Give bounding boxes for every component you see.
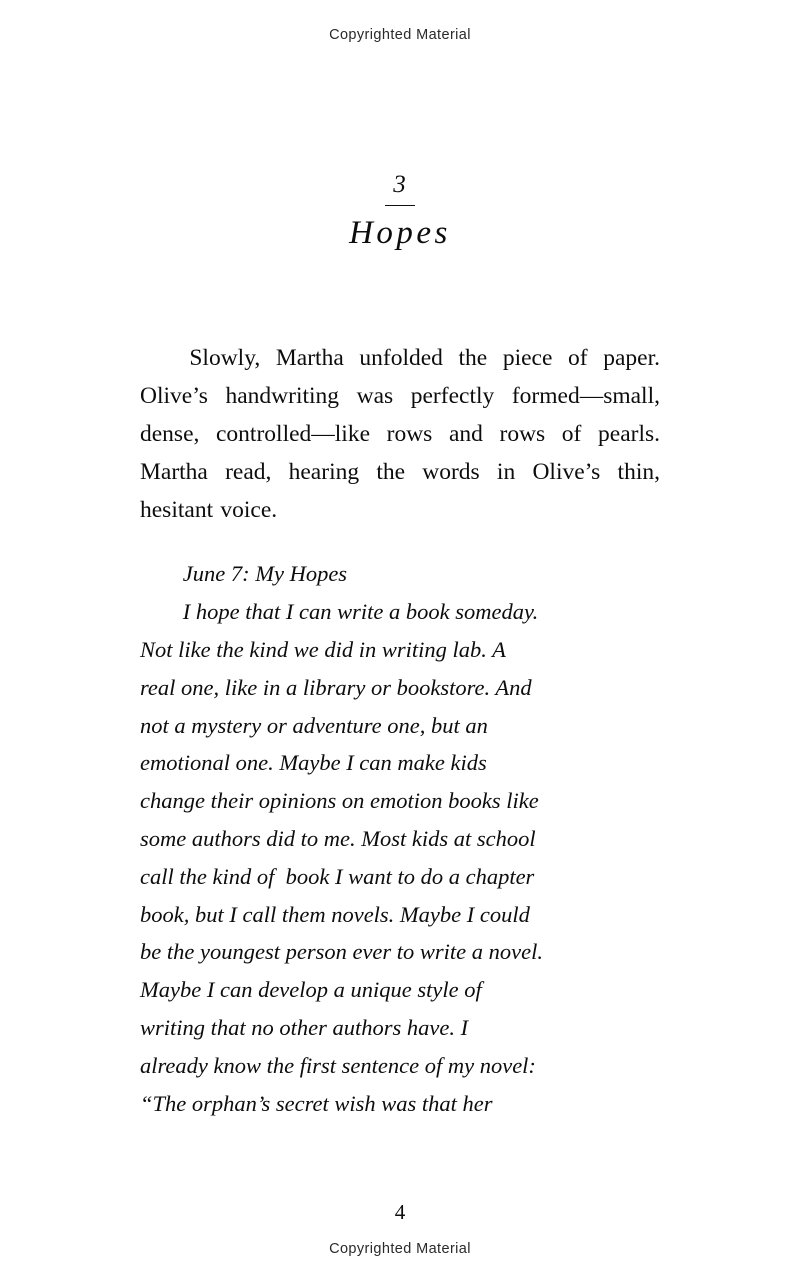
journal-line: not a mystery or adventure one, but an <box>140 712 488 738</box>
journal-line: Not like the kind we did in writing lab. A <box>140 637 506 662</box>
journal-line: Maybe I can develop a unique style of <box>140 977 482 1003</box>
chapter-divider-rule <box>385 205 415 206</box>
chapter-title: Hopes <box>349 214 451 251</box>
copyright-watermark-bottom: Copyrighted Material <box>329 1241 471 1257</box>
journal-heading: June 7: My Hopes <box>182 561 348 587</box>
journal-line: some authors did to me. Most kids at school <box>140 825 536 851</box>
journal-line: emotional one. Maybe I can make kids <box>140 750 487 776</box>
journal-line: I hope that I can write a book someday. <box>182 599 539 625</box>
journal-line: call the kind of book I want to do a chapter <box>140 863 535 889</box>
journal-line: be the youngest person ever to write a novel. <box>140 939 544 965</box>
journal-line: book, but I call them novels. Maybe I could <box>140 901 530 927</box>
journal-line: real one, like in a library or bookstore. And <box>140 674 532 700</box>
chapter-number: 3 <box>393 171 407 198</box>
journal-line: “The orphan’s secret wish was that her <box>140 1090 493 1116</box>
page-content <box>140 43 660 1122</box>
chapter-heading <box>140 171 660 253</box>
journal-line: already know the first sentence of my novel: <box>140 1052 536 1078</box>
page-number: 4 <box>394 1200 406 1224</box>
copyright-watermark-top: Copyrighted Material <box>329 27 471 43</box>
body-paragraph: Slowly, Martha unfolded the piece of paper. Olive’s handwriting was perfectly formed—small, dense, controlled—like rows and rows of pearls. Martha read, hearing the words in Olive’s thin, hesitant voice. <box>140 345 660 524</box>
journal-entry <box>140 555 660 1122</box>
journal-line: change their opinions on emotion books like <box>140 788 539 814</box>
journal-line: writing that no other authors have. I <box>140 1014 469 1040</box>
